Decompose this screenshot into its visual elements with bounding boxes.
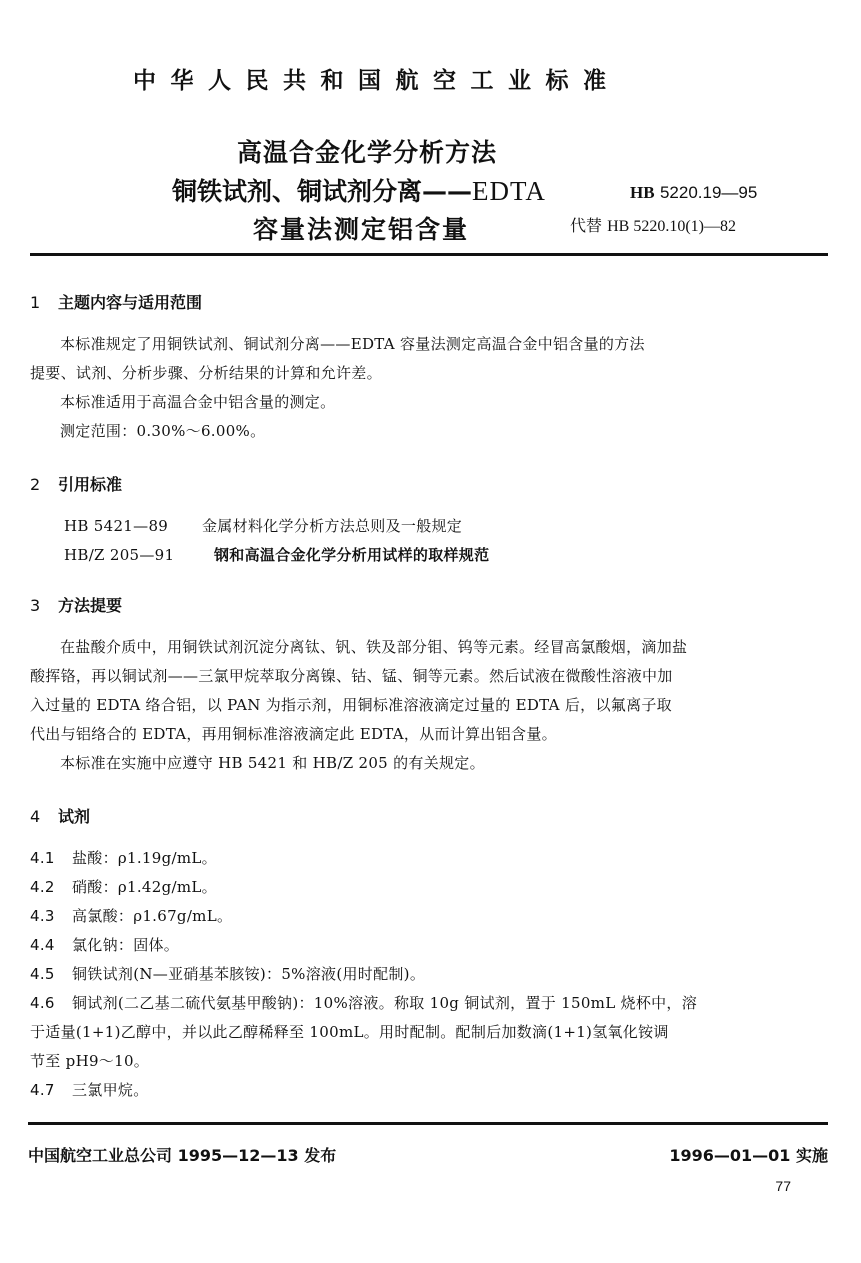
item-text: 三氯甲烷。 xyxy=(72,1081,149,1099)
paragraph-line: 测定范围：0.30%～6.00%。 xyxy=(60,422,266,440)
standard-number xyxy=(630,183,757,203)
item-text: 硝酸：ρ1.42g/mL。 xyxy=(72,878,217,896)
paragraph-line: 代出与铝络合的 EDTA，再用铜标准溶液滴定此 EDTA，从而计算出铝含量。 xyxy=(30,725,557,743)
reagent-item-continuation: 于适量(1+1)乙醇中，并以此乙醇稀释至 100mL。用时配制。配制后加数滴(1+1)氢氧化铵调 xyxy=(30,1023,669,1041)
reference-title: 金属材料化学分析方法总则及一般规定 xyxy=(202,517,463,535)
title-line-3: 容量法测定铝含量 xyxy=(253,215,470,244)
item-text: 盐酸：ρ1.19g/mL。 xyxy=(72,849,217,867)
reference-code: HB/Z 205—91 xyxy=(64,546,175,564)
header-divider xyxy=(30,253,828,256)
reagent-item-continuation: 节至 pH9～10。 xyxy=(30,1052,150,1070)
replaces-standard xyxy=(570,213,736,236)
paragraph-line: 在盐酸介质中，用铜铁试剂沉淀分离钛、钒、铁及部分钼、钨等元素。经冒高氯酸烟，滴加盐 xyxy=(60,638,688,656)
section-4-heading xyxy=(30,804,90,827)
item-text: 铜铁试剂(N—亚硝基苯胲铵)：5%溶液(用时配制)。 xyxy=(72,965,426,983)
replaces-number: HB 5220.10(1)—82 xyxy=(607,218,736,235)
section-3-heading xyxy=(30,593,122,616)
reagent-item xyxy=(30,1079,149,1100)
standard-number-prefix: HB xyxy=(630,183,655,202)
section-number: 4 xyxy=(30,807,41,826)
section-title: 引用标准 xyxy=(58,475,123,494)
section-number: 1 xyxy=(30,293,41,312)
section-title: 主题内容与适用范围 xyxy=(58,293,203,312)
effective-date: 1996—01—01 实施 xyxy=(669,1146,828,1165)
section-number: 2 xyxy=(30,475,41,494)
reference-item xyxy=(64,515,462,536)
title-line-1: 高温合金化学分析方法 xyxy=(237,138,498,167)
section-number: 3 xyxy=(30,596,41,615)
reference-item xyxy=(64,544,489,565)
issued-by: 中国航空工业总公司 1995—12—13 发布 xyxy=(28,1146,337,1165)
item-text: 氯化钠：固体。 xyxy=(72,936,180,954)
page-number: 77 xyxy=(775,1178,791,1194)
paragraph-line: 提要、试剂、分析步骤、分析结果的计算和允许差。 xyxy=(30,364,382,382)
item-number: 4.1 xyxy=(30,849,55,867)
reference-title: 钢和高温合金化学分析用试样的取样规范 xyxy=(214,546,490,564)
section-title: 试剂 xyxy=(58,807,91,826)
section-title: 方法提要 xyxy=(58,596,123,615)
item-number: 4.4 xyxy=(30,936,55,954)
reagent-item xyxy=(30,876,217,897)
paragraph-line: 本标准规定了用铜铁试剂、铜试剂分离——EDTA 容量法测定高温合金中铝含量的方法 xyxy=(60,335,645,353)
reagent-item xyxy=(30,847,217,868)
standard-number-value: 5220.19—95 xyxy=(659,183,758,202)
paragraph-line: 入过量的 EDTA 络合铝，以 PAN 为指示剂，用铜标准溶液滴定过量的 EDTA 后，以氟离子取 xyxy=(30,696,672,714)
reagent-item xyxy=(30,934,179,955)
section-2-heading xyxy=(30,472,122,495)
item-number: 4.7 xyxy=(30,1081,55,1099)
paragraph-line: 本标准适用于高温合金中铝含量的测定。 xyxy=(60,393,336,411)
item-number: 4.2 xyxy=(30,878,55,896)
footer-divider xyxy=(28,1122,828,1125)
standard-body-header: 中华人民共和国航空工业标准 xyxy=(133,68,621,94)
replaces-label: 代替 xyxy=(570,216,603,235)
title-line-2 xyxy=(172,172,546,208)
item-text: 铜试剂(二乙基二硫代氨基甲酸钠)：10%溶液。称取 10g 铜试剂，置于 150mL 烧杯中，溶 xyxy=(72,994,698,1012)
reference-code: HB 5421—89 xyxy=(64,517,169,535)
item-number: 4.5 xyxy=(30,965,55,983)
title-line-2-latin: EDTA xyxy=(472,176,546,206)
paragraph-line: 酸挥铬，再以铜试剂——三氯甲烷萃取分离镍、钴、锰、铜等元素。然后试液在微酸性溶液中加 xyxy=(30,667,673,685)
reagent-item xyxy=(30,992,697,1013)
title-line-2-cn: 铜铁试剂、铜试剂分离—— xyxy=(172,177,473,206)
reagent-item xyxy=(30,963,425,984)
item-number: 4.6 xyxy=(30,994,55,1012)
paragraph-line: 本标准在实施中应遵守 HB 5421 和 HB/Z 205 的有关规定。 xyxy=(60,754,485,772)
item-text: 高氯酸：ρ1.67g/mL。 xyxy=(72,907,233,925)
section-1-heading xyxy=(30,290,202,313)
reagent-item xyxy=(30,905,232,926)
item-number: 4.3 xyxy=(30,907,55,925)
